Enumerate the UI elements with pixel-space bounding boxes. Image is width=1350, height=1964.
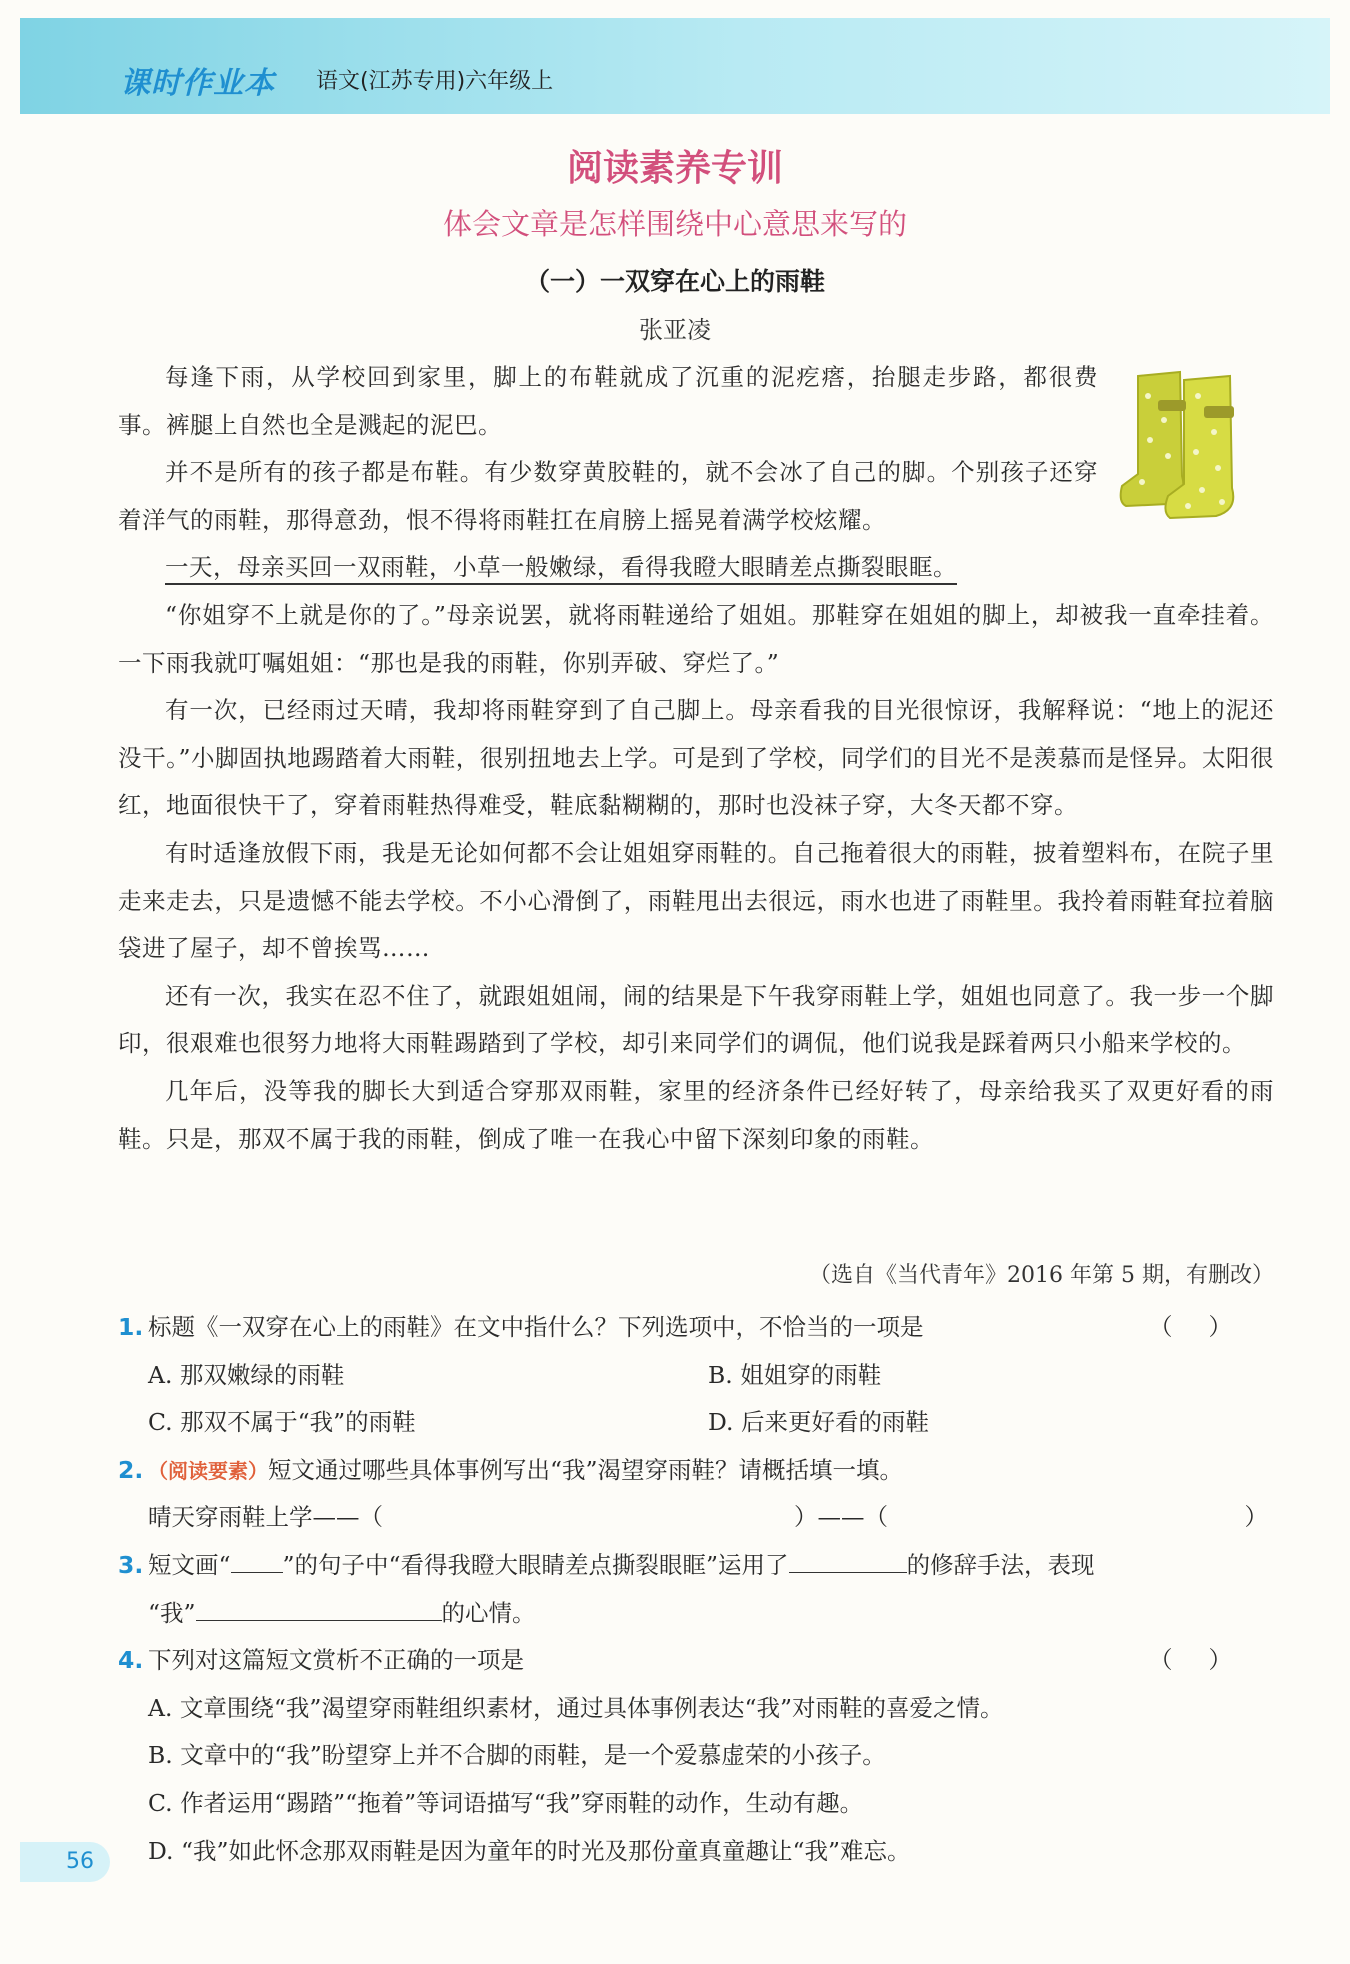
author-name: 张亚凌 (639, 316, 711, 344)
option-c[interactable]: C. 作者运用“踢踏”“拖着”等词语描写“我”穿雨鞋的动作，生动有趣。 (148, 1788, 864, 1817)
page-number: 56 (20, 1842, 110, 1882)
rhetoric-blank[interactable] (789, 1550, 907, 1573)
page-subtitle: 体会文章是怎样围绕中心意思来写的 (442, 207, 907, 241)
paragraph: 有时适逢放假下雨，我是无论如何都不会让姐姐穿雨鞋的。自己拖着很大的雨鞋，披着塑料布，在院子里走来走去，只是遗憾不能去学校。不小心滑倒了，雨鞋甩出去很远，雨水也进了雨鞋里。我拎着雨鞋耷拉着脑袋进了屋子，却不曾挨骂…… (118, 838, 1274, 963)
options-row (118, 1352, 1274, 1400)
option-b[interactable]: B. 姐姐穿的雨鞋 (708, 1360, 882, 1389)
page-title: 阅读素养专训 (566, 148, 783, 189)
fill-start: 晴天穿雨鞋上学——（ (148, 1503, 383, 1532)
reading-element-tag: （阅读要素） (148, 1458, 268, 1483)
paragraph: “你姐穿不上就是你的了。”母亲说罢，就将雨鞋递给了姐姐。那鞋穿在姐姐的脚上，却被我一直牵挂着。一下雨我就叮嘱姐姐：“那也是我的雨鞋，你别弄破、穿烂了。” (118, 600, 1274, 677)
question-number: 1. (118, 1313, 144, 1341)
paragraph: 并不是所有的孩子都是布鞋。有少数穿黄胶鞋的，就不会冰了自己的脚。个别孩子还穿着洋气的雨鞋，那得意劲，恨不得将雨鞋扛在肩膀上摇晃着满学校炫耀。 (118, 458, 1098, 534)
source-citation: （选自《当代青年》2016 年第 5 期，有删改） (809, 1263, 1274, 1288)
fill-end: ） (1244, 1503, 1268, 1532)
option-a[interactable]: A. 那双嫩绿的雨鞋 (148, 1360, 345, 1389)
paragraph: 有一次，已经雨过天晴，我却将雨鞋穿到了自己脚上。母亲看我的目光很惊讶，我解释说：“地上的泥还没干。”小脚固执地踢踏着大雨鞋，很别扭地去上学。可是到了学校，同学们的目光不是羡慕而是怪异。太阳很红，地面很快干了，穿着雨鞋热得难受，鞋底黏糊糊的，那时也没袜子穿，大冬天都不穿。 (118, 696, 1274, 820)
question-number: 2. (118, 1455, 144, 1484)
paragraph: 几年后，没等我的脚长大到适合穿那双雨鞋，家里的经济条件已经好转了，母亲给我买了双更好看的雨鞋。只是，那双不属于我的雨鞋，倒成了唯一在我心中留下深刻印象的雨鞋。 (118, 1076, 1274, 1153)
option-d[interactable]: D. “我”如此怀念那双雨鞋是因为童年的时光及那份童真童趣让“我”难忘。 (148, 1836, 911, 1865)
subject-label: 语文(江苏专用)六年级上 (316, 69, 554, 94)
option-row (118, 1732, 1274, 1780)
answer-parentheses[interactable]: （） (1149, 1646, 1268, 1675)
question-number: 4. (118, 1646, 144, 1675)
question-4 (118, 1637, 1274, 1685)
blank-line[interactable] (231, 1550, 283, 1573)
option-row (118, 1780, 1274, 1828)
paragraph: 还有一次，我实在忍不住了，就跟姐姐闹，闹的结果是下午我穿雨鞋上学，姐姐也同意了。我一步一个脚印，很艰难也很努力地将大雨鞋踢踏到了学校，却引来同学们的调侃，他们说我是踩着两只小船来学校的。 (118, 981, 1274, 1058)
question-text: 短文画“ ”的句子中“看得我瞪大眼睛差点撕裂眼眶”运用了 的修辞手法，表现 (148, 1550, 1095, 1579)
question-text: （阅读要素）短文通过哪些具体事例写出“我”渴望穿雨鞋？请概括填一填。 (148, 1455, 904, 1484)
answer-parentheses[interactable]: （） (1149, 1313, 1268, 1341)
option-row (118, 1828, 1274, 1876)
question-text: 下列对这篇短文赏析不正确的一项是 (148, 1646, 524, 1675)
question-text: “我” 的心情。 (148, 1598, 536, 1627)
option-d[interactable]: D. 后来更好看的雨鞋 (708, 1408, 929, 1437)
brand-title: 课时作业本 (120, 66, 275, 101)
fill-in-row (118, 1494, 1274, 1542)
option-c[interactable]: C. 那双不属于“我”的雨鞋 (148, 1408, 416, 1437)
question-3-continued (118, 1590, 1274, 1638)
fill-mid: ）——（ (794, 1503, 888, 1532)
option-a[interactable]: A. 文章围绕“我”渴望穿雨鞋组织素材，通过具体事例表达“我”对雨鞋的喜爱之情。 (148, 1693, 1004, 1722)
question-1 (118, 1304, 1274, 1352)
reading-passage (118, 354, 1274, 1163)
option-b[interactable]: B. 文章中的“我”盼望穿上并不合脚的雨鞋，是一个爱慕虚荣的小孩子。 (148, 1741, 886, 1770)
underlined-sentence: 一天，母亲买回一双雨鞋，小草一般嫩绿，看得我瞪大眼睛差点撕裂眼眶。 (165, 553, 957, 585)
mood-blank[interactable] (196, 1598, 442, 1621)
questions-section (118, 1304, 1274, 1875)
question-text: 标题《一双穿在心上的雨鞋》在文中指什么？下列选项中，不恰当的一项是 (148, 1313, 924, 1341)
paragraph: 每逢下雨，从学校回到家里，脚上的布鞋就成了沉重的泥疙瘩，抬腿走步路，都很费事。裤腿上自然也全是溅起的泥巴。 (118, 363, 1098, 439)
question-2 (118, 1447, 1274, 1495)
question-number: 3. (118, 1550, 144, 1579)
question-3 (118, 1542, 1274, 1590)
paragraph-underlined (118, 544, 1274, 592)
option-row (118, 1685, 1274, 1733)
options-row (118, 1399, 1274, 1447)
story-title: （一）一双穿在心上的雨鞋 (524, 267, 825, 296)
